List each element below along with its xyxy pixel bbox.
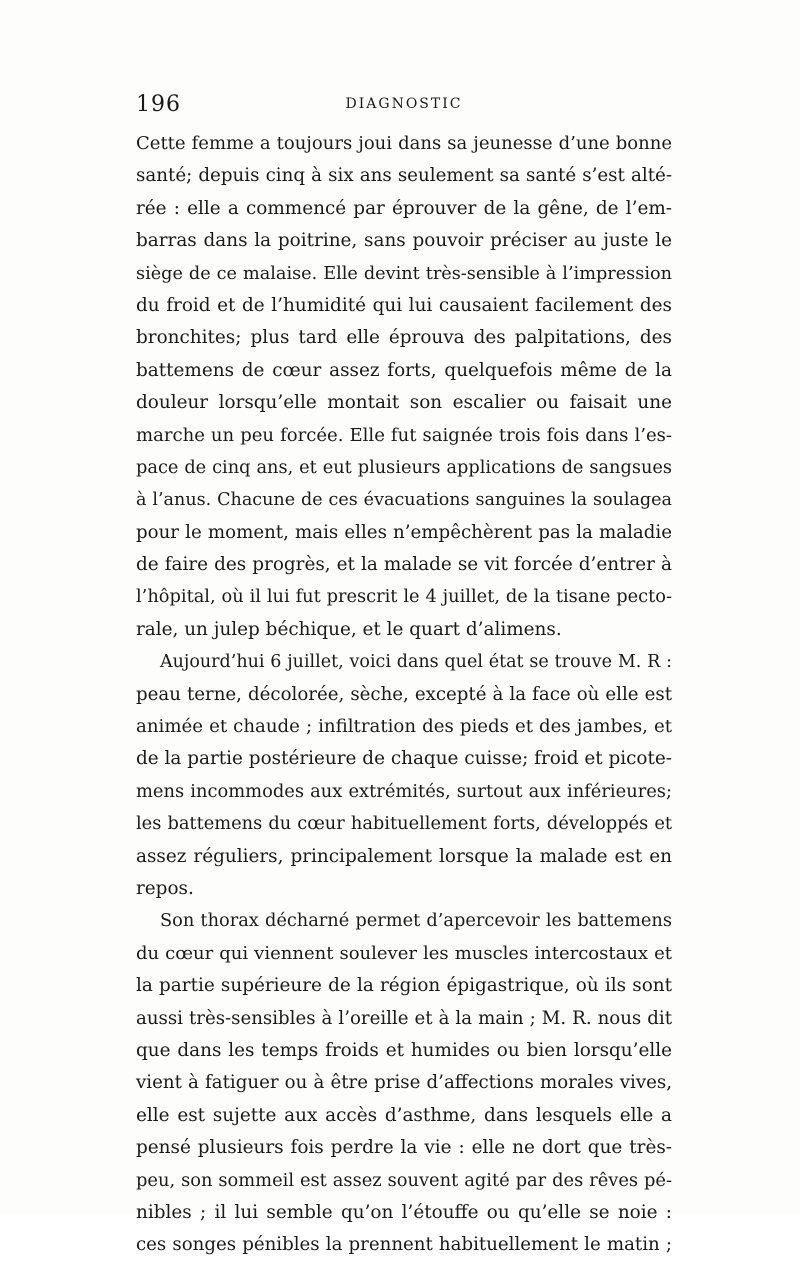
text-line: l’hôpital, où il lui fut prescrit le 4 juillet, de la tisane pecto-: [136, 586, 672, 608]
text-line: animée et chaude ; infiltration des pieds et des jambes, et: [136, 716, 672, 738]
paragraph-1: [136, 128, 672, 646]
text-line: Cette femme a toujours joui dans sa jeunesse d’une bonne: [136, 133, 672, 154]
text-line: mens incommodes aux extrémités, surtout aux inférieures;: [136, 780, 672, 802]
text-line: les battemens du cœur habituellement forts, développés et: [136, 813, 672, 835]
text-line: aussi très-sensibles à l’oreille et à la main ; M. R. nous dit: [136, 1007, 672, 1029]
text-line: pensé plusieurs fois perdre la vie : elle ne dort que très-: [136, 1137, 672, 1159]
text-line: nibles ; il lui semble qu’on l’étouffe ou qu’elle se noie :: [136, 1201, 672, 1223]
text-line: siège de ce malaise. Elle devint très-sensible à l’impression: [136, 263, 672, 284]
text-line: assez réguliers, principalement lorsque la malade est en: [136, 845, 672, 867]
text-line: pace de cinq ans, et eut plusieurs applications de sangsues: [136, 457, 672, 478]
text-line: douleur lorsqu’elle montait son escalier ou faisait une: [136, 392, 672, 414]
running-head: DIAGNOSTIC: [345, 96, 463, 112]
paragraph-3: [136, 905, 672, 1261]
text-line: que dans les temps froids et humides ou bien lorsqu’elle: [136, 1039, 672, 1061]
text-line: peu, son sommeil est assez souvent agité par des rêves pé-: [136, 1169, 672, 1191]
text-line: Aujourd’hui 6 juillet, voici dans quel état se trouve M. R :: [160, 652, 672, 673]
text-line: du cœur qui viennent soulever les muscles intercostaux et: [136, 942, 672, 964]
text-line: santé; depuis cinq à six ans seulement sa santé s’est alté-: [136, 165, 672, 187]
text-line: elle est sujette aux accès d’asthme, dans lesquels elle a: [136, 1104, 672, 1126]
text-line: peau terne, décolorée, sèche, excepté à la face où elle est: [136, 683, 672, 705]
page-number: 196: [136, 92, 181, 117]
text-line: battemens de cœur assez forts, quelquefois même de la: [136, 359, 672, 381]
paragraph-2: [136, 646, 672, 905]
text-line: marche un peu forcée. Elle fut saignée trois fois dans l’es-: [136, 424, 672, 446]
text-line: Son thorax décharné permet d’apercevoir les battemens: [160, 910, 672, 932]
text-line: ces songes pénibles la prennent habituellement le matin ;: [136, 1234, 672, 1256]
text-line: rée : elle a commencé par éprouver de la gêne, de l’em-: [136, 197, 672, 219]
text-line: vient à fatiguer ou à être prise d’affections morales vives,: [136, 1072, 672, 1094]
text-line: la partie supérieure de la région épigastrique, où ils sont: [136, 975, 672, 997]
text-line: du froid et de l’humidité qui lui causaient facilement des: [136, 294, 672, 316]
body-text: [136, 128, 672, 1262]
text-line: de faire des progrès, et la malade se vit forcée d’entrer à: [136, 554, 672, 576]
text-line: de la partie postérieure de chaque cuisse; froid et picote-: [136, 748, 672, 770]
text-line: à l’anus. Chacune de ces évacuations sanguines la soulagea: [136, 490, 672, 511]
text-line: barras dans la poitrine, sans pouvoir préciser au juste le: [136, 230, 672, 252]
text-line: rale, un julep béchique, et le quart d’alimens.: [136, 618, 562, 640]
page-header: [136, 92, 672, 122]
text-line: repos.: [136, 877, 194, 899]
text-line: bronchites; plus tard elle éprouva des palpitations, des: [136, 327, 672, 349]
text-line: pour le moment, mais elles n’empêchèrent pas la maladie: [136, 521, 672, 543]
